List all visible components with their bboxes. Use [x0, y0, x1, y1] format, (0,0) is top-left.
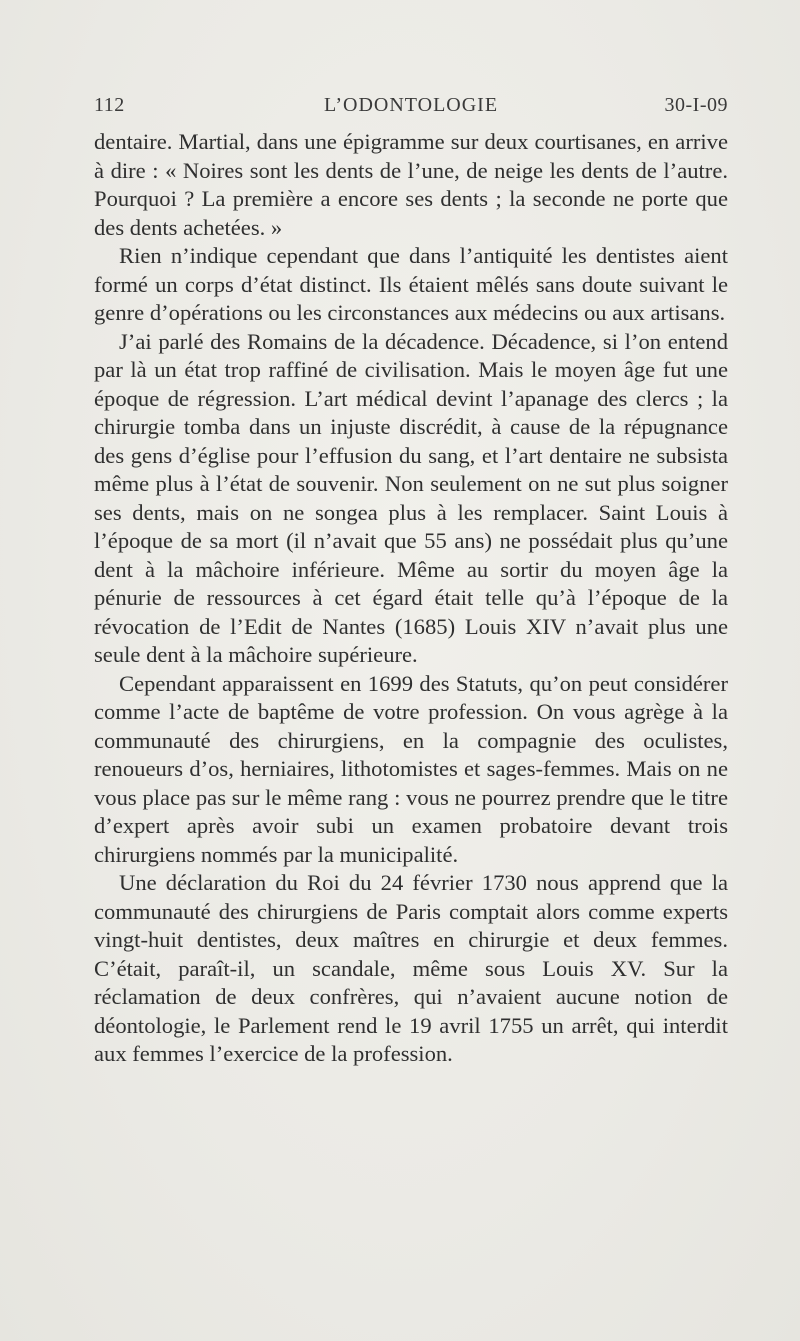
paragraph: Cependant apparaissent en 1699 des Statuts, qu’on peut considérer comme l’acte de baptême de votre profession. On vous agrège à la communauté des chirurgiens, en la compagnie des oculistes, renoueurs d’os, herniaires, lithotomistes et sages-femmes. Mais on ne vous place pas sur le même rang : vous ne pourrez prendre que le titre d’expert après avoir subi un examen probatoire devant trois chirurgiens nommés par la municipalité. [94, 670, 728, 867]
journal-title: L’ODONTOLOGIE [323, 94, 499, 116]
paragraph: Une déclaration du Roi du 24 février 1730 nous apprend que la communauté des chirurgiens de Paris comptait alors comme experts vingt-huit dentistes, deux maîtres en chirurgie et deux femmes. C’était, paraît-il, un scandale, même sous Louis XV. Sur la réclamation de deux confrères, qui n’avaient aucune notion de déontologie, le Parlement rend le 19 avril 1755 un arrêt, qui interdit aux femmes l’exercice de la profession. [94, 870, 728, 1066]
paragraph: Rien n’indique cependant que dans l’antiquité les dentistes aient formé un corps d’état distinct. Ils étaient mêlés sans doute suivant le genre d’opérations ou les circonstances aux médecins ou aux artisans. [94, 243, 728, 325]
paragraph: J’ai parlé des Romains de la décadence. Décadence, si l’on entend par là un état trop raffiné de civilisation. Mais le moyen âge fut une époque de régression. L’art médical devint l’apanage des clercs ; la chirurgie tomba dans un injuste discrédit, à cause de la répugnance des gens d’église pour l’effusion du sang, et l’art dentaire ne subsista même plus à l’état de souvenir. Non seulement on ne sut plus soigner ses dents, mais on ne songea plus à les remplacer. Saint Louis à l’époque de sa mort (il n’avait que 55 ans) ne possédait plus qu’une dent à la mâchoire inférieure. Même au sortir du moyen âge la pénurie de ressources à cet égard était telle qu’à l’époque de la révocation de l’Edit de Nantes (1685) Louis XIV n’avait plus une seule dent à la mâchoire supérieure. [94, 328, 728, 667]
issue-date: 30-I-09 [664, 94, 728, 116]
page-number: 112 [94, 94, 125, 116]
paragraph-continued: dentaire. Martial, dans une épigramme sur deux courtisanes, en arrive à dire : « Noires sont les dents de l’une, de neige les dents de l’autre. Pourquoi ? La première a encore ses dents ; la seconde ne porte que des dents achetées. » [94, 129, 728, 240]
body-text [94, 128, 728, 1069]
running-head [94, 94, 728, 122]
